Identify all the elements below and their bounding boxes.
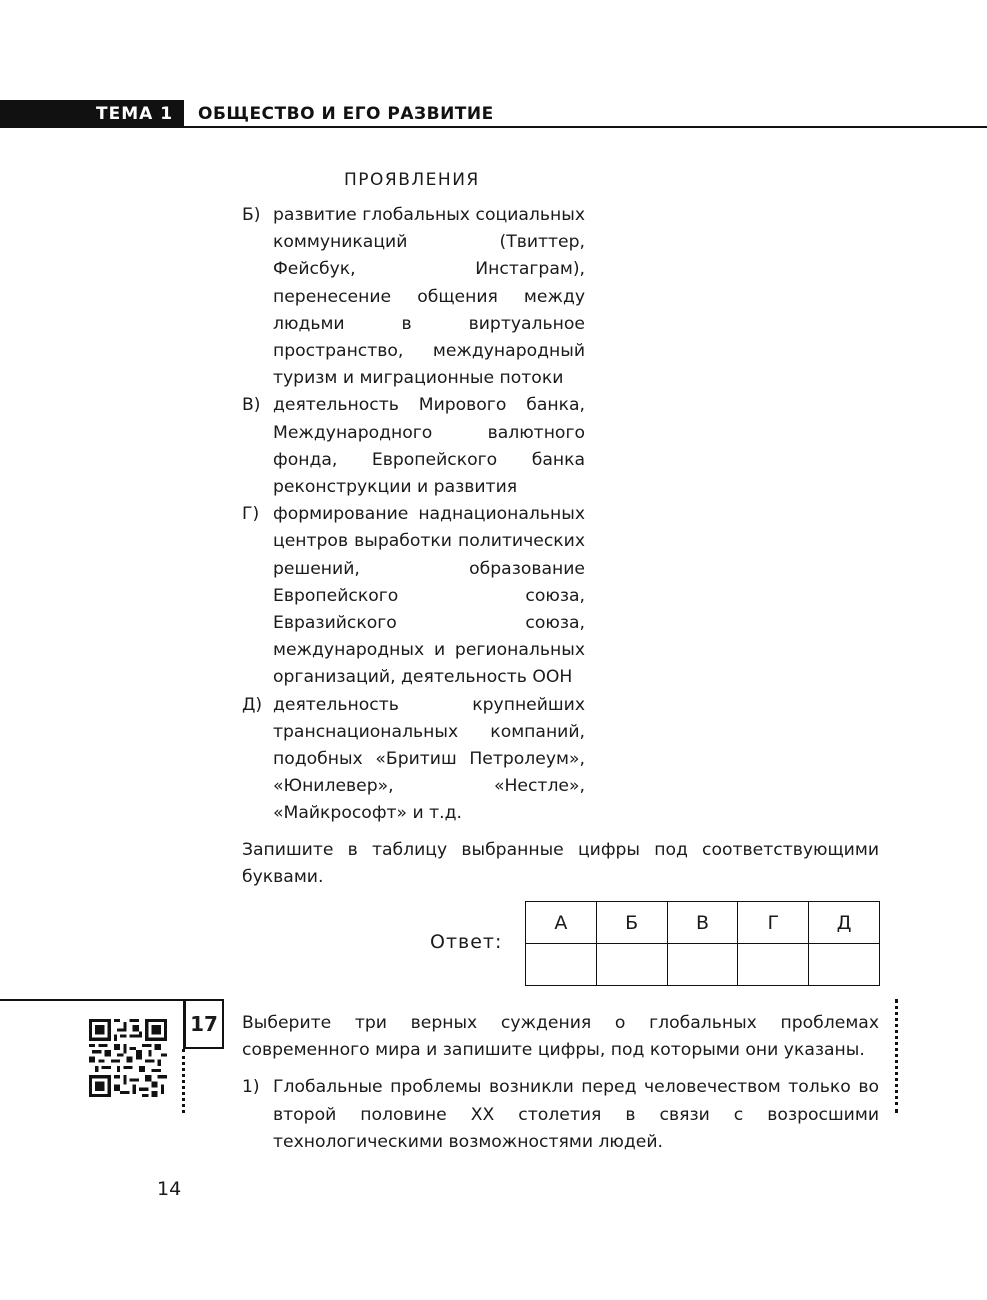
list-item — [242, 501, 585, 691]
answer-label: Ответ: — [430, 931, 503, 953]
option-text: Глобальные проблемы возникли перед человечеством только во второй половине XX столетия в связи с возросшими технологическими возможностями людей. — [273, 1077, 879, 1152]
page-number: 14 — [157, 1178, 182, 1200]
list-item — [242, 392, 585, 501]
item-letter: В) — [242, 395, 261, 416]
topic-number-label: ТЕМА 1 — [0, 100, 184, 128]
item-text: формирование наднациональных центров выработки политических решений, образование Европейского союза, Евразийского союза, международных и региональных организаций, деятельность ООН — [273, 504, 585, 688]
task-number: 17 — [183, 999, 224, 1049]
column-heading: ПРОЯВЛЕНИЯ — [344, 170, 480, 190]
answer-input-cell[interactable] — [738, 944, 809, 986]
item-letter: Г) — [242, 504, 260, 525]
task-divider — [0, 999, 184, 1001]
task-17 — [242, 1010, 879, 1156]
topic-title: ОБЩЕСТВО И ЕГО РАЗВИТИЕ — [198, 104, 494, 124]
answer-header-cell: Г — [738, 902, 809, 944]
answer-table — [525, 901, 880, 986]
item-letter: Д) — [242, 694, 263, 715]
list-item — [242, 692, 585, 828]
answer-header-cell: Б — [596, 902, 667, 944]
answer-header-cell: В — [667, 902, 738, 944]
item-letter: Б) — [242, 205, 261, 225]
manifestations-list — [242, 202, 585, 828]
answer-input-cell[interactable] — [596, 944, 667, 986]
item-text: развитие глобальных социальных коммуникаций (Твиттер, Фейсбук, Инстаграм), перенесение общения между людьми в виртуальное пространство, международный туризм и миграционные потоки — [273, 205, 585, 389]
answer-input-cell[interactable] — [667, 944, 738, 986]
header-divider — [184, 126, 987, 128]
table-instruction: Запишите в таблицу выбранные цифры под соответствующими буквами. — [242, 840, 879, 887]
answer-input-cell[interactable] — [526, 944, 597, 986]
item-text: деятельность крупнейших транснациональных компаний, подобных «Бритиш Петролеум», «Юнилевер», «Нестле», «Майкрософт» и т.д. — [273, 694, 585, 824]
qr-code-icon — [89, 1019, 167, 1097]
option-number: 1) — [242, 1077, 260, 1098]
task-stem: Выберите три верных суждения о глобальных проблемах современного мира и запишите цифры, под которыми они указаны. — [242, 1013, 879, 1061]
dotted-line-right — [895, 999, 898, 1113]
list-item — [242, 202, 585, 392]
answer-input-cell[interactable] — [809, 944, 880, 986]
dotted-line-left — [182, 1049, 185, 1113]
answer-header-cell: А — [526, 902, 597, 944]
task-option — [242, 1074, 879, 1156]
answer-header-cell: Д — [809, 902, 880, 944]
item-text: деятельность Мирового банка, Международного валютного фонда, Европейского банка реконструкции и развития — [273, 395, 585, 498]
